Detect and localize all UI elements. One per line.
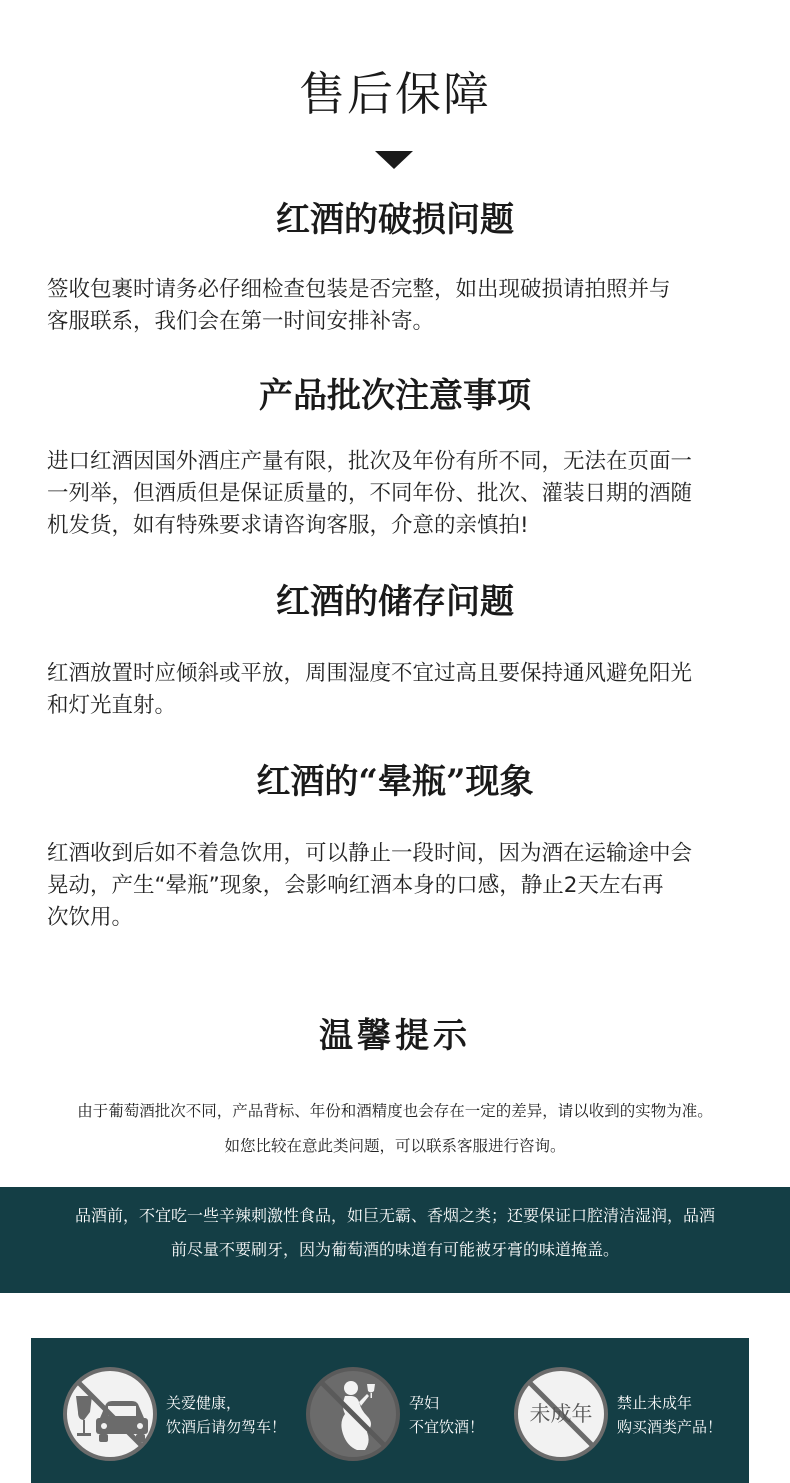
minors-icon-label: 未成年 <box>529 1402 593 1426</box>
page-title: 售后保障 <box>299 67 491 121</box>
section-title-storage: 红酒的储存问题 <box>276 582 514 622</box>
tasting-tip-line-1: 品酒前，不宜吃一些辛辣刺激性食品，如巨无霸、香烟之类；还要保证口腔清洁湿润，品酒 <box>74 1206 715 1225</box>
section-title-batch: 产品批次注意事项 <box>259 376 531 416</box>
section-title-damage: 红酒的破损问题 <box>276 200 514 240</box>
no-pregnant-drinking-icon <box>305 1366 401 1462</box>
warnings-box <box>31 1338 749 1483</box>
warning-text-minors <box>617 1391 757 1439</box>
warning-line: 购买酒类产品！ <box>617 1418 723 1436</box>
warning-line: 孕妇 <box>409 1394 440 1412</box>
warning-line: 饮酒后请勿驾车！ <box>166 1418 287 1436</box>
tasting-tip-line-2: 前尽量不要刷牙，因为葡萄酒的味道有可能被牙膏的味道掩盖。 <box>170 1240 619 1259</box>
down-arrow-icon <box>375 151 413 169</box>
tips-line-2: 如您比较在意此类问题，可以联系客服进行咨询。 <box>224 1137 566 1155</box>
tasting-tip-band <box>0 1187 790 1293</box>
tips-title: 温馨提示 <box>319 1016 471 1056</box>
warning-line: 不宜饮酒！ <box>409 1418 485 1436</box>
section-body-bottle-shock: 红酒收到后如不着急饮用，可以静止一段时间，因为酒在运输途中会 晃动，产生“晕瓶”现象，会影响红酒本身的口感，静止2天左右再 次饮用。 <box>47 841 693 930</box>
no-drink-driving-icon <box>62 1366 158 1462</box>
section-title-bottle-shock: 红酒的“晕瓶”现象 <box>256 762 534 802</box>
warning-text-drink-driving <box>166 1391 306 1439</box>
section-body-batch: 进口红酒因国外酒庄产量有限，批次及年份有所不同，无法在页面一 一列举，但酒质但是保证质量的，不同年份、批次、灌装日期的酒随 机发货，如有特殊要求请咨询客服，介意的亲慎拍! <box>47 449 693 538</box>
tips-line-1: 由于葡萄酒批次不同，产品背标、年份和酒精度也会存在一定的差异，请以收到的实物为准。 <box>77 1102 713 1120</box>
section-body-damage: 签收包裹时请务必仔细检查包装是否完整，如出现破损请拍照并与 客服联系，我们会在第一时间安排补寄。 <box>47 277 671 334</box>
warning-line: 关爱健康， <box>166 1394 242 1412</box>
no-minors-icon <box>513 1366 609 1462</box>
warning-line: 禁止未成年 <box>617 1394 693 1412</box>
section-body-storage: 红酒放置时应倾斜或平放，周围湿度不宜过高且要保持通风避免阳光 和灯光直射。 <box>47 661 693 718</box>
